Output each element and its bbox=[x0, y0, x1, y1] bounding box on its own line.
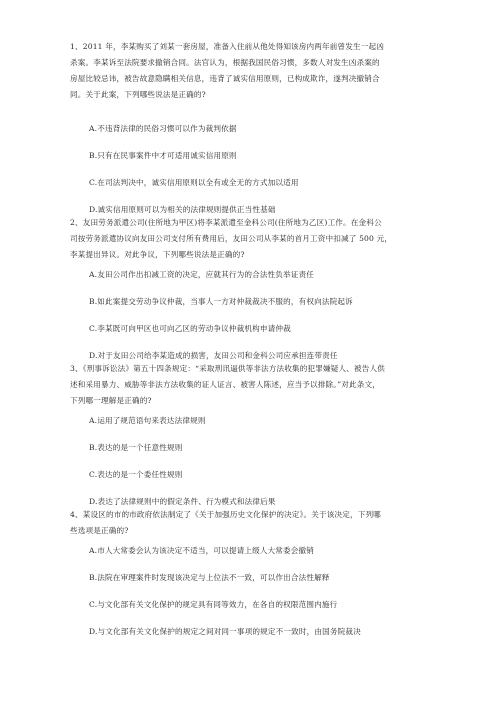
question-2-stem-line-3: 李某提出异议。对此争议，下列哪些说法是正确的? bbox=[70, 250, 245, 259]
question-2-stem-line-2: 司按劳务派遣协议向友田公司支付所有费用后，友田公司从李某的首月工资中扣减了 500 元， bbox=[70, 234, 393, 243]
question-4-option-a: A.市人大常委会认为该决定不适当，可以提请上级人大常委会撤销 bbox=[89, 546, 315, 555]
question-3-option-d: D.表达了法律规则中的假定条件、行为模式和法律后果 bbox=[89, 497, 276, 506]
question-4-option-c: C.与文化部有关文化保护的规定具有同等效力，在各自的权限范围内施行 bbox=[89, 600, 338, 609]
question-2-option-d: D.对于友田公司给李某造成的损害，友田公司和金科公司应承担连带责任 bbox=[89, 351, 338, 360]
question-1-stem-line-3: 房屋比较忌讳，被告故意隐瞒相关信息，违背了诚实信用原则，已构成欺诈，遂判决撤销合 bbox=[70, 74, 380, 83]
question-3-option-a: A.运用了规范语句来表达法律规则 bbox=[89, 416, 206, 425]
question-3-option-c: C.表达的是一个委任性规则 bbox=[89, 470, 183, 479]
question-2-stem-line-1: 2、友田劳务派遣公司(住所地为甲区)将李某派遣至金科公司(住所地为乙区)工作。在金科公 bbox=[70, 218, 382, 227]
question-1-stem-line-1: 1、2011 年，李某购买了刘某一套房屋，准备入住前从他处得知该房内两年前曾发生一起凶 bbox=[70, 42, 384, 51]
question-3-stem-line-3: 下列哪一理解是正确的? bbox=[70, 396, 152, 405]
question-1-option-a: A.不违背法律的民俗习惯可以作为裁判依据 bbox=[89, 124, 237, 133]
question-1-stem-line-2: 杀案。李某诉至法院要求撤销合同。法官认为，根据我国民俗习惯，多数人对发生凶杀案的 bbox=[70, 58, 380, 67]
question-4-stem-line-2: 些选项是正确的? bbox=[70, 526, 129, 535]
question-4-stem-line-1: 4、某设区的市的市政府依法制定了《关于加强历史文化保护的决定》。关于该决定，下列哪 bbox=[70, 510, 381, 519]
question-3-stem-line-1: 3、《刑事诉讼法》第五十四条规定：“采取刑讯逼供等非法方法收集的犯罪嫌疑人、被告人供 bbox=[70, 364, 385, 373]
question-2-option-b: B.如此案提交劳动争议仲裁，当事人一方对仲裁裁决不服的，有权向法院起诉 bbox=[89, 297, 353, 306]
question-3-stem-line-2: 述和采用暴力、威胁等非法方法收集的证人证言、被害人陈述，应当予以排除。”对此条文， bbox=[70, 380, 380, 389]
question-2-option-c: C.李某既可向甲区也可向乙区的劳动争议仲裁机构申请仲裁 bbox=[89, 324, 291, 333]
question-1-option-b: B.只有在民事案件中才可适用诚实信用原则 bbox=[89, 151, 237, 160]
question-1-option-c: C.在司法判决中，诚实信用原则以全有或全无的方式加以适用 bbox=[89, 178, 299, 187]
question-1-stem-line-4: 同。关于此案，下列哪些说法是正确的? bbox=[70, 90, 206, 99]
question-1-option-d: D.诚实信用原则可以为相关的法律规则提供正当性基础 bbox=[89, 205, 276, 214]
question-2-option-a: A.友田公司作出扣减工资的决定，应就其行为的合法性负举证责任 bbox=[89, 270, 315, 279]
question-4-option-d: D.与文化部有关文化保护的规定之间对同一事项的规定不一致时，由国务院裁决 bbox=[89, 627, 361, 636]
question-4-option-b: B.法院在审理案件时发现该决定与上位法不一致，可以作出合法性解释 bbox=[89, 573, 330, 582]
question-3-option-b: B.表达的是一个任意性规则 bbox=[89, 443, 183, 452]
